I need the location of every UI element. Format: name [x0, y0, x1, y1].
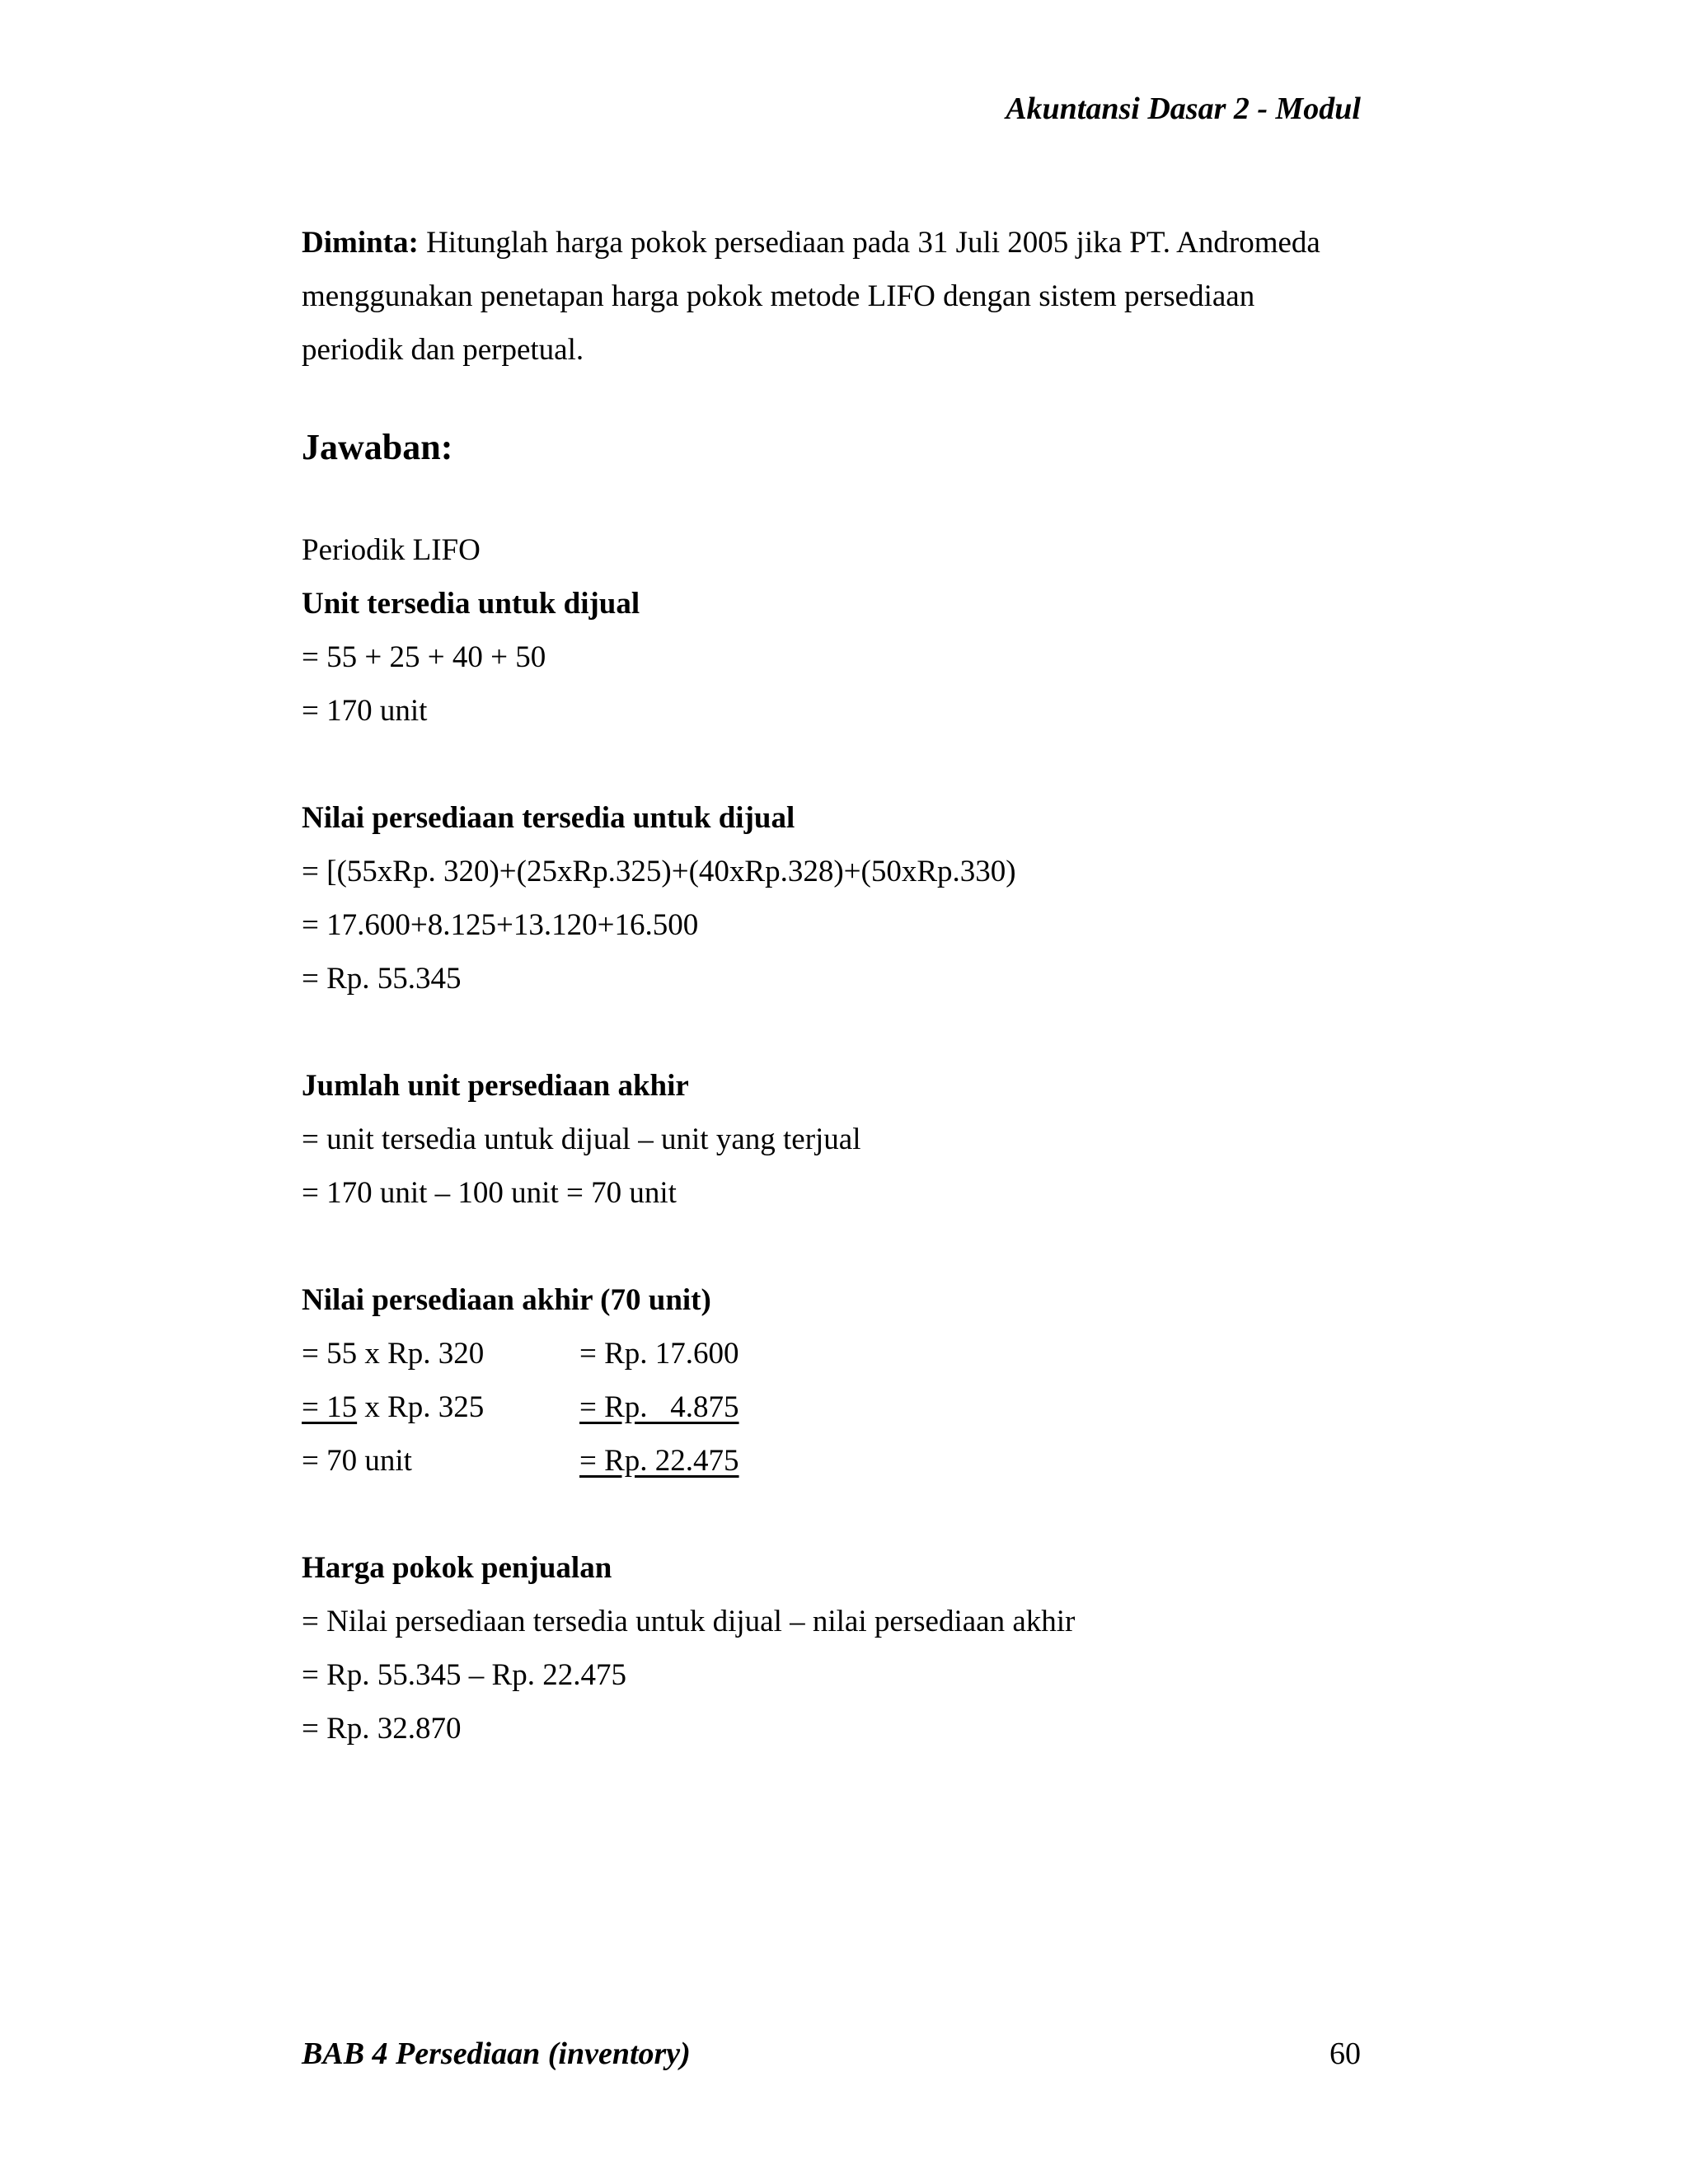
ending-value-row-2-qty: = 15: [302, 1390, 358, 1424]
ending-value-row-1-left: = 55 x Rp. 320: [302, 1337, 485, 1371]
cogs-line-1: = Nilai persediaan tersedia untuk dijual – nilai persediaan akhir: [302, 1605, 1076, 1638]
units-available-line-2: = 170 unit: [302, 694, 428, 728]
ending-units-line-2: = 170 unit – 100 unit = 70 unit: [302, 1176, 677, 1210]
intro-label: Diminta:: [302, 226, 419, 260]
intro-line-2: menggunakan penetapan harga pokok metode LIFO dengan sistem persediaan: [302, 279, 1255, 313]
ending-value-row-1-right: = Rp. 17.600: [579, 1337, 739, 1371]
page-number: 60: [1329, 2036, 1361, 2071]
inventory-available-title: Nilai persediaan tersedia untuk dijual: [302, 801, 795, 835]
ending-value-row-2-left: x Rp. 325: [357, 1390, 485, 1424]
inventory-available-line-1: = [(55xRp. 320)+(25xRp.325)+(40xRp.328)+(50xRp.330): [302, 855, 1016, 888]
inventory-available-line-2: = 17.600+8.125+13.120+16.500: [302, 908, 699, 942]
ending-value-row-2: [302, 1380, 1373, 1434]
units-available-line-1: = 55 + 25 + 40 + 50: [302, 640, 546, 674]
ending-units-title: Jumlah unit persediaan akhir: [302, 1069, 689, 1103]
page-content: [302, 216, 1373, 1755]
answer-heading: Jawaban:: [302, 427, 453, 467]
ending-value-row-2-right: = Rp. 4.875: [579, 1390, 739, 1424]
ending-units-line-1: = unit tersedia untuk dijual – unit yang terjual: [302, 1122, 861, 1156]
cogs-line-3: = Rp. 32.870: [302, 1712, 462, 1746]
inventory-available-line-3: = Rp. 55.345: [302, 962, 462, 996]
footer-chapter: BAB 4 Persediaan (inventory): [302, 2036, 691, 2071]
ending-value-title: Nilai persediaan akhir (70 unit): [302, 1283, 711, 1317]
ending-value-row-1: [302, 1327, 1373, 1380]
method-label: Periodik LIFO: [302, 533, 481, 567]
running-header: Akuntansi Dasar 2 - Modul: [1006, 91, 1361, 126]
ending-value-row-3: [302, 1434, 1373, 1488]
intro-text-1: Hitunglah harga pokok persediaan pada 31 Juli 2005 jika PT. Andromeda: [418, 226, 1320, 260]
ending-value-row-3-left: = 70 unit: [302, 1444, 412, 1478]
cogs-title: Harga pokok penjualan: [302, 1551, 612, 1585]
intro-line-3: periodik dan perpetual.: [302, 333, 584, 367]
cogs-line-2: = Rp. 55.345 – Rp. 22.475: [302, 1658, 626, 1692]
units-available-title: Unit tersedia untuk dijual: [302, 587, 640, 621]
ending-value-row-3-right: = Rp. 22.475: [579, 1444, 739, 1478]
intro-line-1: [302, 216, 1373, 269]
